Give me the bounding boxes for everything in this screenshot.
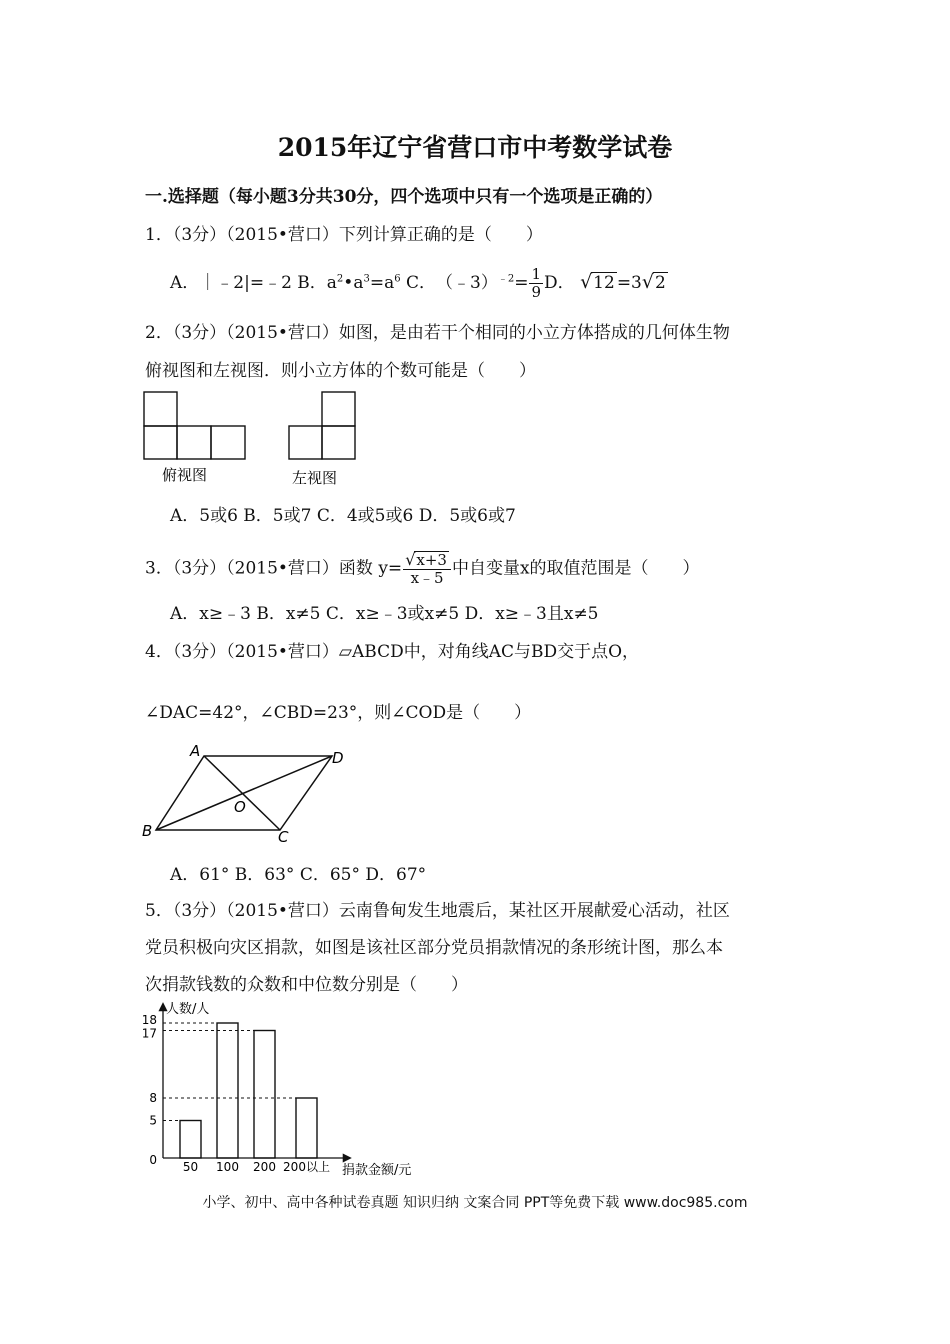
y-tick-label: 17 [141,1026,157,1041]
q3-options: A．x≥﹣3 B．x≠5 C．x≥﹣3或x≠5 D．x≥﹣3且x≠5 [170,604,599,624]
y-tick-label: 18 [141,1013,157,1027]
x-tick-label: 100 [216,1160,239,1174]
q1-fraction: $\frac{1}{9}$ [531,265,542,301]
y-tick-label: 8 [149,1091,157,1105]
bar-200 [254,1031,275,1159]
left-view [289,392,355,459]
q2-line2: 俯视图和左视图．则小立方体的个数可能是（ ） [145,361,536,381]
bar-100 [217,1023,238,1158]
q5-line1: 5．（3分）（2015•营口）云南鲁甸发生地震后，某社区开展献爱心活动，社区 [145,901,730,921]
y-tick-label: 5 [149,1113,157,1128]
x-tick-label: 200 [253,1160,276,1174]
q3-fraction: $\frac{√x+3}{x﹣5}$ [403,551,451,587]
q1-options: A．｜﹣2|=﹣2 B．$a^2•a^3=a^6$ C． （﹣3）$^{﹣2}$= $\frac{1}{9}$ D． √12 =3√2 [170,265,666,301]
label-o: O [234,798,246,816]
q3-stem: 3．（3分）（2015•营口）函数 y= $\frac{√x+3}{x﹣5}$ 中自变量x的取值范围是（ ） [145,550,700,587]
q4-options: A．61° B．63° C．65° D．67° [170,865,427,885]
x-tick-label: 200以上 [283,1160,330,1174]
q2-options: A．5或6 B．5或7 C．4或5或6 D．5或6或7 [170,506,516,526]
top-view-label: 俯视图 [162,466,208,484]
left-view-label: 左视图 [292,469,338,487]
footer-note: 小学、初中、高中各种试卷真题 知识归纳 文案合同 PPT等免费下载 www.doc985.com [202,1195,748,1211]
q1-stem: 1．（3分）（2015•营口）下列计算正确的是（ ） [145,225,543,245]
label-b: B [142,822,153,840]
label-c: C [278,828,289,846]
q4-line1: 4．（3分）（2015•营口）▱ABCD中，对角线AC与BD交于点O， [145,642,640,662]
x-axis-label: 捐款金额/元 [342,1163,412,1178]
y-tick-label: 0 [149,1153,157,1167]
x-tick-label: 50 [182,1160,199,1174]
q2-line1: 2．（3分）（2015•营口）如图，是由若干个相同的小立方体搭成的几何体生物 [145,323,730,343]
bar-200以上 [296,1098,317,1158]
y-axis-label: 人数/人 [166,1002,210,1017]
diagonal-ac [204,756,280,830]
section-heading: 一.选择题（每小题3分共30分，四个选项中只有一个选项是正确的） [145,187,663,207]
q5-line3: 次捐款钱数的众数和中位数分别是（ ） [145,975,468,995]
label-d: D [332,749,344,767]
donation-bar-chart [138,1000,438,1180]
bar-50 [180,1121,201,1159]
q5-line2: 党员积极向灾区捐款，如图是该社区部分党员捐款情况的条形统计图，那么本 [145,938,723,958]
parallelogram-figure [140,742,360,847]
paper-title: 2015年辽宁省营口市中考数学试卷 [277,133,673,162]
label-a: A [190,742,201,760]
top-view [144,392,245,459]
q2-views-figure [140,388,370,488]
q4-line2: ∠DAC=42°，∠CBD=23°，则∠COD是（ ） [145,703,532,723]
